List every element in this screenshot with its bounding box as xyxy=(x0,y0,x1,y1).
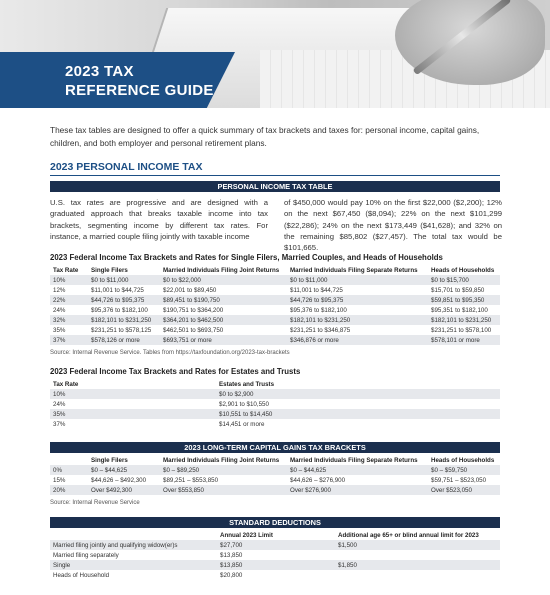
table-cell: $0 – $44,625 xyxy=(88,465,160,475)
page-title-line1: 2023 TAX xyxy=(65,63,134,80)
table-row xyxy=(50,540,500,550)
column-header: Married Individuals Filing Joint Returns xyxy=(163,456,280,464)
column-header: Tax Rate xyxy=(53,380,79,388)
table-cell: $20,800 xyxy=(217,570,335,580)
spacer-cell xyxy=(382,379,500,389)
table-cell: 0% xyxy=(50,465,88,475)
federal-table-title: 2023 Federal Income Tax Brackets and Rates for Single Filers, Married Couples, and Heads of Households xyxy=(50,253,443,262)
table-row xyxy=(50,275,500,285)
table-cell: $15,701 to $59,850 xyxy=(428,285,500,295)
table-header-row xyxy=(50,265,500,275)
table-row xyxy=(50,570,500,580)
table-row xyxy=(50,409,500,419)
column-header: Married Individuals Filing Separate Returns xyxy=(290,456,418,464)
table-cell: 37% xyxy=(50,335,88,345)
table-row xyxy=(50,325,500,335)
table-cell: $190,751 to $364,200 xyxy=(160,305,287,315)
column-header: Additional age 65+ or blind annual limit for 2023 xyxy=(338,531,479,539)
table-cell: $182,101 to $231,250 xyxy=(88,315,160,325)
federal-brackets-table xyxy=(50,265,500,345)
table-row xyxy=(50,305,500,315)
table-cell: 10% xyxy=(50,275,88,285)
table-cell: $59,851 to $95,350 xyxy=(428,295,500,305)
estates-table-title: 2023 Federal Income Tax Brackets and Rates for Estates and Trusts xyxy=(50,367,301,376)
table-row xyxy=(50,399,500,409)
table-cell xyxy=(335,550,500,560)
table-cell: $22,001 to $89,450 xyxy=(160,285,287,295)
column-header: Married Individuals Filing Separate Returns xyxy=(290,266,418,274)
table-cell: 35% xyxy=(50,409,216,419)
table-cell: $44,626 – $276,900 xyxy=(287,475,428,485)
table-cell: 32% xyxy=(50,315,88,325)
standard-deductions-table xyxy=(50,530,500,580)
table-cell: $13,850 xyxy=(217,550,335,560)
table-cell: $693,751 or more xyxy=(160,335,287,345)
table-cell: $13,850 xyxy=(217,560,335,570)
personal-income-bar: PERSONAL INCOME TAX TABLE xyxy=(50,181,500,192)
table-cell: $0 to $11,000 xyxy=(287,275,428,285)
table-cell: 12% xyxy=(50,285,88,295)
table-cell: $182,101 to $231,250 xyxy=(428,315,500,325)
table-cell: $231,251 to $578,125 xyxy=(88,325,160,335)
page-title xyxy=(65,62,214,100)
table-cell: $0 – $89,250 xyxy=(160,465,287,475)
table-cell: $27,700 xyxy=(217,540,335,550)
column-header xyxy=(50,530,217,540)
spacer-cell xyxy=(382,399,500,409)
spacer-cell xyxy=(382,419,500,429)
table-cell xyxy=(335,570,500,580)
table-cell: 15% xyxy=(50,475,88,485)
table-cell: 37% xyxy=(50,419,216,429)
table-row xyxy=(50,475,500,485)
section-divider xyxy=(50,175,500,176)
table-body xyxy=(50,540,500,580)
column-header: Single Filers xyxy=(91,266,128,274)
table-row xyxy=(50,560,500,570)
capital-gains-source: Source: Internal Revenue Service xyxy=(50,500,140,506)
table-cell: $231,251 to $346,875 xyxy=(287,325,428,335)
table-header-row xyxy=(50,530,500,540)
table-cell: Married filing jointly and qualifying widow(er)s xyxy=(50,540,217,550)
table-cell: $0 – $59,750 xyxy=(428,465,500,475)
table-cell: $10,551 to $14,450 xyxy=(216,409,382,419)
spacer-cell xyxy=(382,409,500,419)
table-cell: $44,726 to $95,375 xyxy=(287,295,428,305)
table-cell: $44,726 to $95,375 xyxy=(88,295,160,305)
table-cell: $95,351 to $182,100 xyxy=(428,305,500,315)
table-cell: $578,101 or more xyxy=(428,335,500,345)
table-cell: $89,451 to $190,750 xyxy=(160,295,287,305)
column-header: Heads of Households xyxy=(431,266,495,274)
table-cell: $2,901 to $10,550 xyxy=(216,399,382,409)
table-cell: $578,126 or more xyxy=(88,335,160,345)
page-title-line2: REFERENCE GUIDE xyxy=(65,82,214,99)
table-row xyxy=(50,389,500,399)
table-cell: $89,251 – $553,850 xyxy=(160,475,287,485)
table-body xyxy=(50,275,500,345)
table-row xyxy=(50,485,500,495)
table-cell: 24% xyxy=(50,305,88,315)
table-header-row xyxy=(50,379,500,389)
column-header: Married Individuals Filing Joint Returns xyxy=(163,266,280,274)
table-cell: Over $276,900 xyxy=(287,485,428,495)
table-cell: $11,001 to $44,725 xyxy=(287,285,428,295)
table-row xyxy=(50,419,500,429)
estates-brackets-table xyxy=(50,379,500,429)
standard-deductions-bar: STANDARD DEDUCTIONS xyxy=(50,517,500,528)
column-header xyxy=(50,455,88,465)
table-cell: 35% xyxy=(50,325,88,335)
column-header: Annual 2023 Limit xyxy=(220,531,273,539)
table-cell: $44,626 – $492,300 xyxy=(88,475,160,485)
table-cell: $346,876 or more xyxy=(287,335,428,345)
table-row xyxy=(50,295,500,305)
table-cell: $1,850 xyxy=(335,560,500,570)
table-cell: $0 to $2,900 xyxy=(216,389,382,399)
table-body xyxy=(50,389,500,429)
table-cell: $182,101 to $231,250 xyxy=(287,315,428,325)
table-cell: $462,501 to $693,750 xyxy=(160,325,287,335)
table-body xyxy=(50,465,500,495)
intro-text: These tax tables are designed to offer a quick summary of tax brackets and taxes for: personal income, capital gains, children, and both employer and personal retirement plans. xyxy=(50,125,480,148)
column-header: Single Filers xyxy=(91,456,128,464)
table-cell: Married filing separately xyxy=(50,550,217,560)
table-cell: $0 – $44,625 xyxy=(287,465,428,475)
table-cell: $95,376 to $182,100 xyxy=(287,305,428,315)
capital-gains-table xyxy=(50,455,500,495)
table-row xyxy=(50,550,500,560)
table-row xyxy=(50,335,500,345)
table-cell: Heads of Household xyxy=(50,570,217,580)
table-cell: 10% xyxy=(50,389,216,399)
column-header: Heads of Households xyxy=(431,456,495,464)
section-title-personal: 2023 PERSONAL INCOME TAX xyxy=(50,161,203,173)
column-header: Estates and Trusts xyxy=(219,380,275,388)
table-cell: Over $523,050 xyxy=(428,485,500,495)
table-cell: $95,376 to $182,100 xyxy=(88,305,160,315)
table-row xyxy=(50,465,500,475)
explanation-right: of $450,000 would pay 10% on the first $22,000 ($2,200); 12% on the next $67,450 ($8,094); 22% on the next $101,299 ($22,286); 24% on the next $173,449 ($41,628); and 32% on the remaining $85,802 ($27,457). The total tax would be $101,665. xyxy=(284,198,502,253)
column-header: Tax Rate xyxy=(53,266,79,274)
table-cell: $11,001 to $44,725 xyxy=(88,285,160,295)
capital-gains-bar: 2023 LONG-TERM CAPITAL GAINS TAX BRACKETS xyxy=(50,442,500,453)
table-header-row xyxy=(50,455,500,465)
table-cell: 24% xyxy=(50,399,216,409)
table-cell: 20% xyxy=(50,485,88,495)
table-cell: 22% xyxy=(50,295,88,305)
table-cell: Over $553,850 xyxy=(160,485,287,495)
table-cell: $0 to $11,000 xyxy=(88,275,160,285)
table-cell: $231,251 to $578,100 xyxy=(428,325,500,335)
spacer-cell xyxy=(382,389,500,399)
table-cell: $1,500 xyxy=(335,540,500,550)
federal-source: Source: Internal Revenue Service. Tables from https://taxfoundation.org/2023-tax-brackets xyxy=(50,350,290,356)
table-cell: $0 to $15,700 xyxy=(428,275,500,285)
table-row xyxy=(50,285,500,295)
table-cell: Single xyxy=(50,560,217,570)
table-cell: Over $492,300 xyxy=(88,485,160,495)
explanation-left: U.S. tax rates are progressive and are designed with a graduated approach that breaks taxable income into tax brackets, segmenting income by different tax rates. For instance, a married couple filing jointly with taxable income xyxy=(50,198,268,241)
table-row xyxy=(50,315,500,325)
table-cell: $0 to $22,000 xyxy=(160,275,287,285)
table-cell: $364,201 to $462,500 xyxy=(160,315,287,325)
header-photo xyxy=(0,0,550,108)
table-cell: $14,451 or more xyxy=(216,419,382,429)
table-cell: $59,751 – $523,050 xyxy=(428,475,500,485)
